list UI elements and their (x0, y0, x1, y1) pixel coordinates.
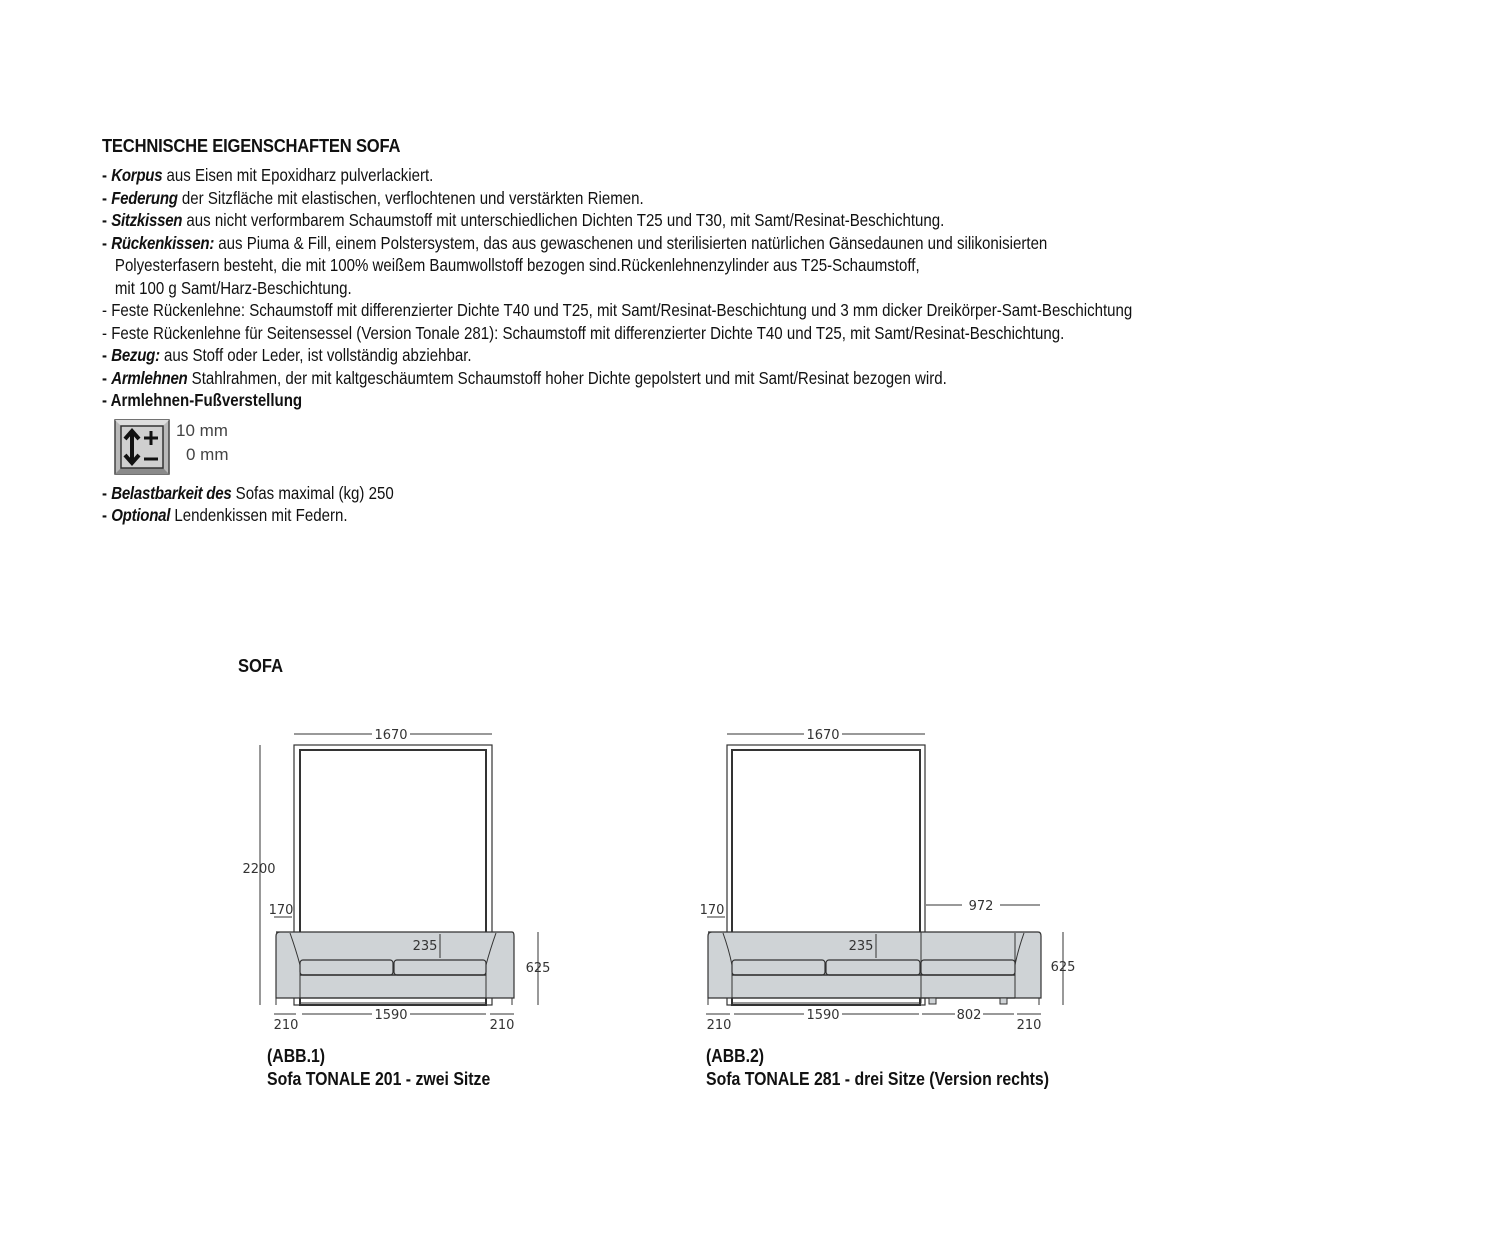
spec-rueckenkissen-cont1: Polyesterfasern besteht, die mit 100% weißem Baumwollstoff bezogen sind.Rückenlehnenzylinder aus T25-Schaumstoff, (114, 255, 920, 275)
svg-text:1590: 1590 (374, 1008, 408, 1023)
svg-text:210: 210 (1016, 1018, 1042, 1033)
spec-armlehnen: - Armlehnen Stahlrahmen, der mit kaltgeschäumtem Schaumstoff hoher Dichte gepolstert und mit Samt/Resinat bezogen wird. (102, 367, 947, 388)
spec-feste-rueckenlehne-seitensessel: - Feste Rückenlehne für Seitensessel (Version Tonale 281): Schaumstoff mit differenzierter Dichte T40 und T25, mit Samt/Resinat-Beschichtung. (102, 322, 1065, 343)
caption-text: Sofa TONALE 281 - drei Sitze (Version rechts) (706, 1069, 1050, 1089)
adjust-max: 10 mm (176, 420, 228, 440)
spec-rueckenkissen: - Rückenkissen: aus Piuma & Fill, einem Polstersystem, das aus gewaschenen und sterilisierten natürlichen Gänsedaunen und silikonisierten (102, 232, 1048, 253)
spec-rueckenkissen-cont2: mit 100 g Samt/Harz-Beschichtung. (114, 277, 352, 298)
spec-federung: - Federung der Sitzfläche mit elastischen, verflochtenen und verstärkten Riemen. (102, 187, 644, 208)
caption-text: Sofa TONALE 201 - zwei Sitze (267, 1069, 491, 1089)
svg-text:2200: 2200 (242, 862, 276, 877)
svg-text:802: 802 (956, 1008, 982, 1023)
specs-title: TECHNISCHE EIGENSCHAFTEN SOFA (102, 136, 401, 156)
section-title-sofa: SOFA (238, 656, 284, 676)
svg-text:170: 170 (699, 903, 725, 918)
svg-text:235: 235 (848, 939, 874, 954)
spec-bezug: - Bezug: aus Stoff oder Leder, ist vollständig abziehbar. (102, 345, 472, 365)
spec-optional: - Optional Lendenkissen mit Federn. (102, 505, 348, 525)
svg-text:1590: 1590 (806, 1008, 840, 1023)
svg-text:625: 625 (1050, 960, 1076, 975)
svg-text:625: 625 (525, 961, 551, 976)
adjust-min: 0 mm (186, 444, 229, 464)
caption-id: (ABB.2) (706, 1046, 765, 1066)
svg-text:210: 210 (273, 1018, 299, 1033)
figure-abb2-drawing (706, 734, 1063, 1014)
svg-text:210: 210 (489, 1018, 515, 1033)
svg-text:972: 972 (968, 899, 994, 914)
spec-belastbarkeit: - Belastbarkeit des Sofas maximal (kg) 250 (102, 482, 394, 503)
figure-abb2-caption (706, 1045, 1049, 1091)
figure-abb1-caption (267, 1045, 490, 1091)
svg-text:235: 235 (412, 939, 438, 954)
svg-text:1670: 1670 (806, 728, 840, 743)
svg-text:210: 210 (706, 1018, 732, 1033)
spec-armlehnen-fussverstellung: - Armlehnen-Fußverstellung (102, 390, 303, 410)
figure-abb1-drawing (260, 734, 538, 1014)
caption-id: (ABB.1) (267, 1046, 326, 1066)
svg-text:170: 170 (268, 903, 294, 918)
spec-korpus: - Korpus aus Eisen mit Epoxidharz pulverlackiert. (102, 165, 434, 185)
spec-sitzkissen: - Sitzkissen aus nicht verformbarem Schaumstoff mit unterschiedlichen Dichten T25 und T30, mit Samt/Resinat-Beschichtung. (102, 210, 945, 230)
spec-feste-rueckenlehne: - Feste Rückenlehne: Schaumstoff mit differenzierter Dichte T40 und T25, mit Samt/Resinat-Beschichtung und 3 mm dicker Dreikörper-Samt-Beschichtung (102, 300, 1133, 320)
svg-text:1670: 1670 (374, 728, 408, 743)
